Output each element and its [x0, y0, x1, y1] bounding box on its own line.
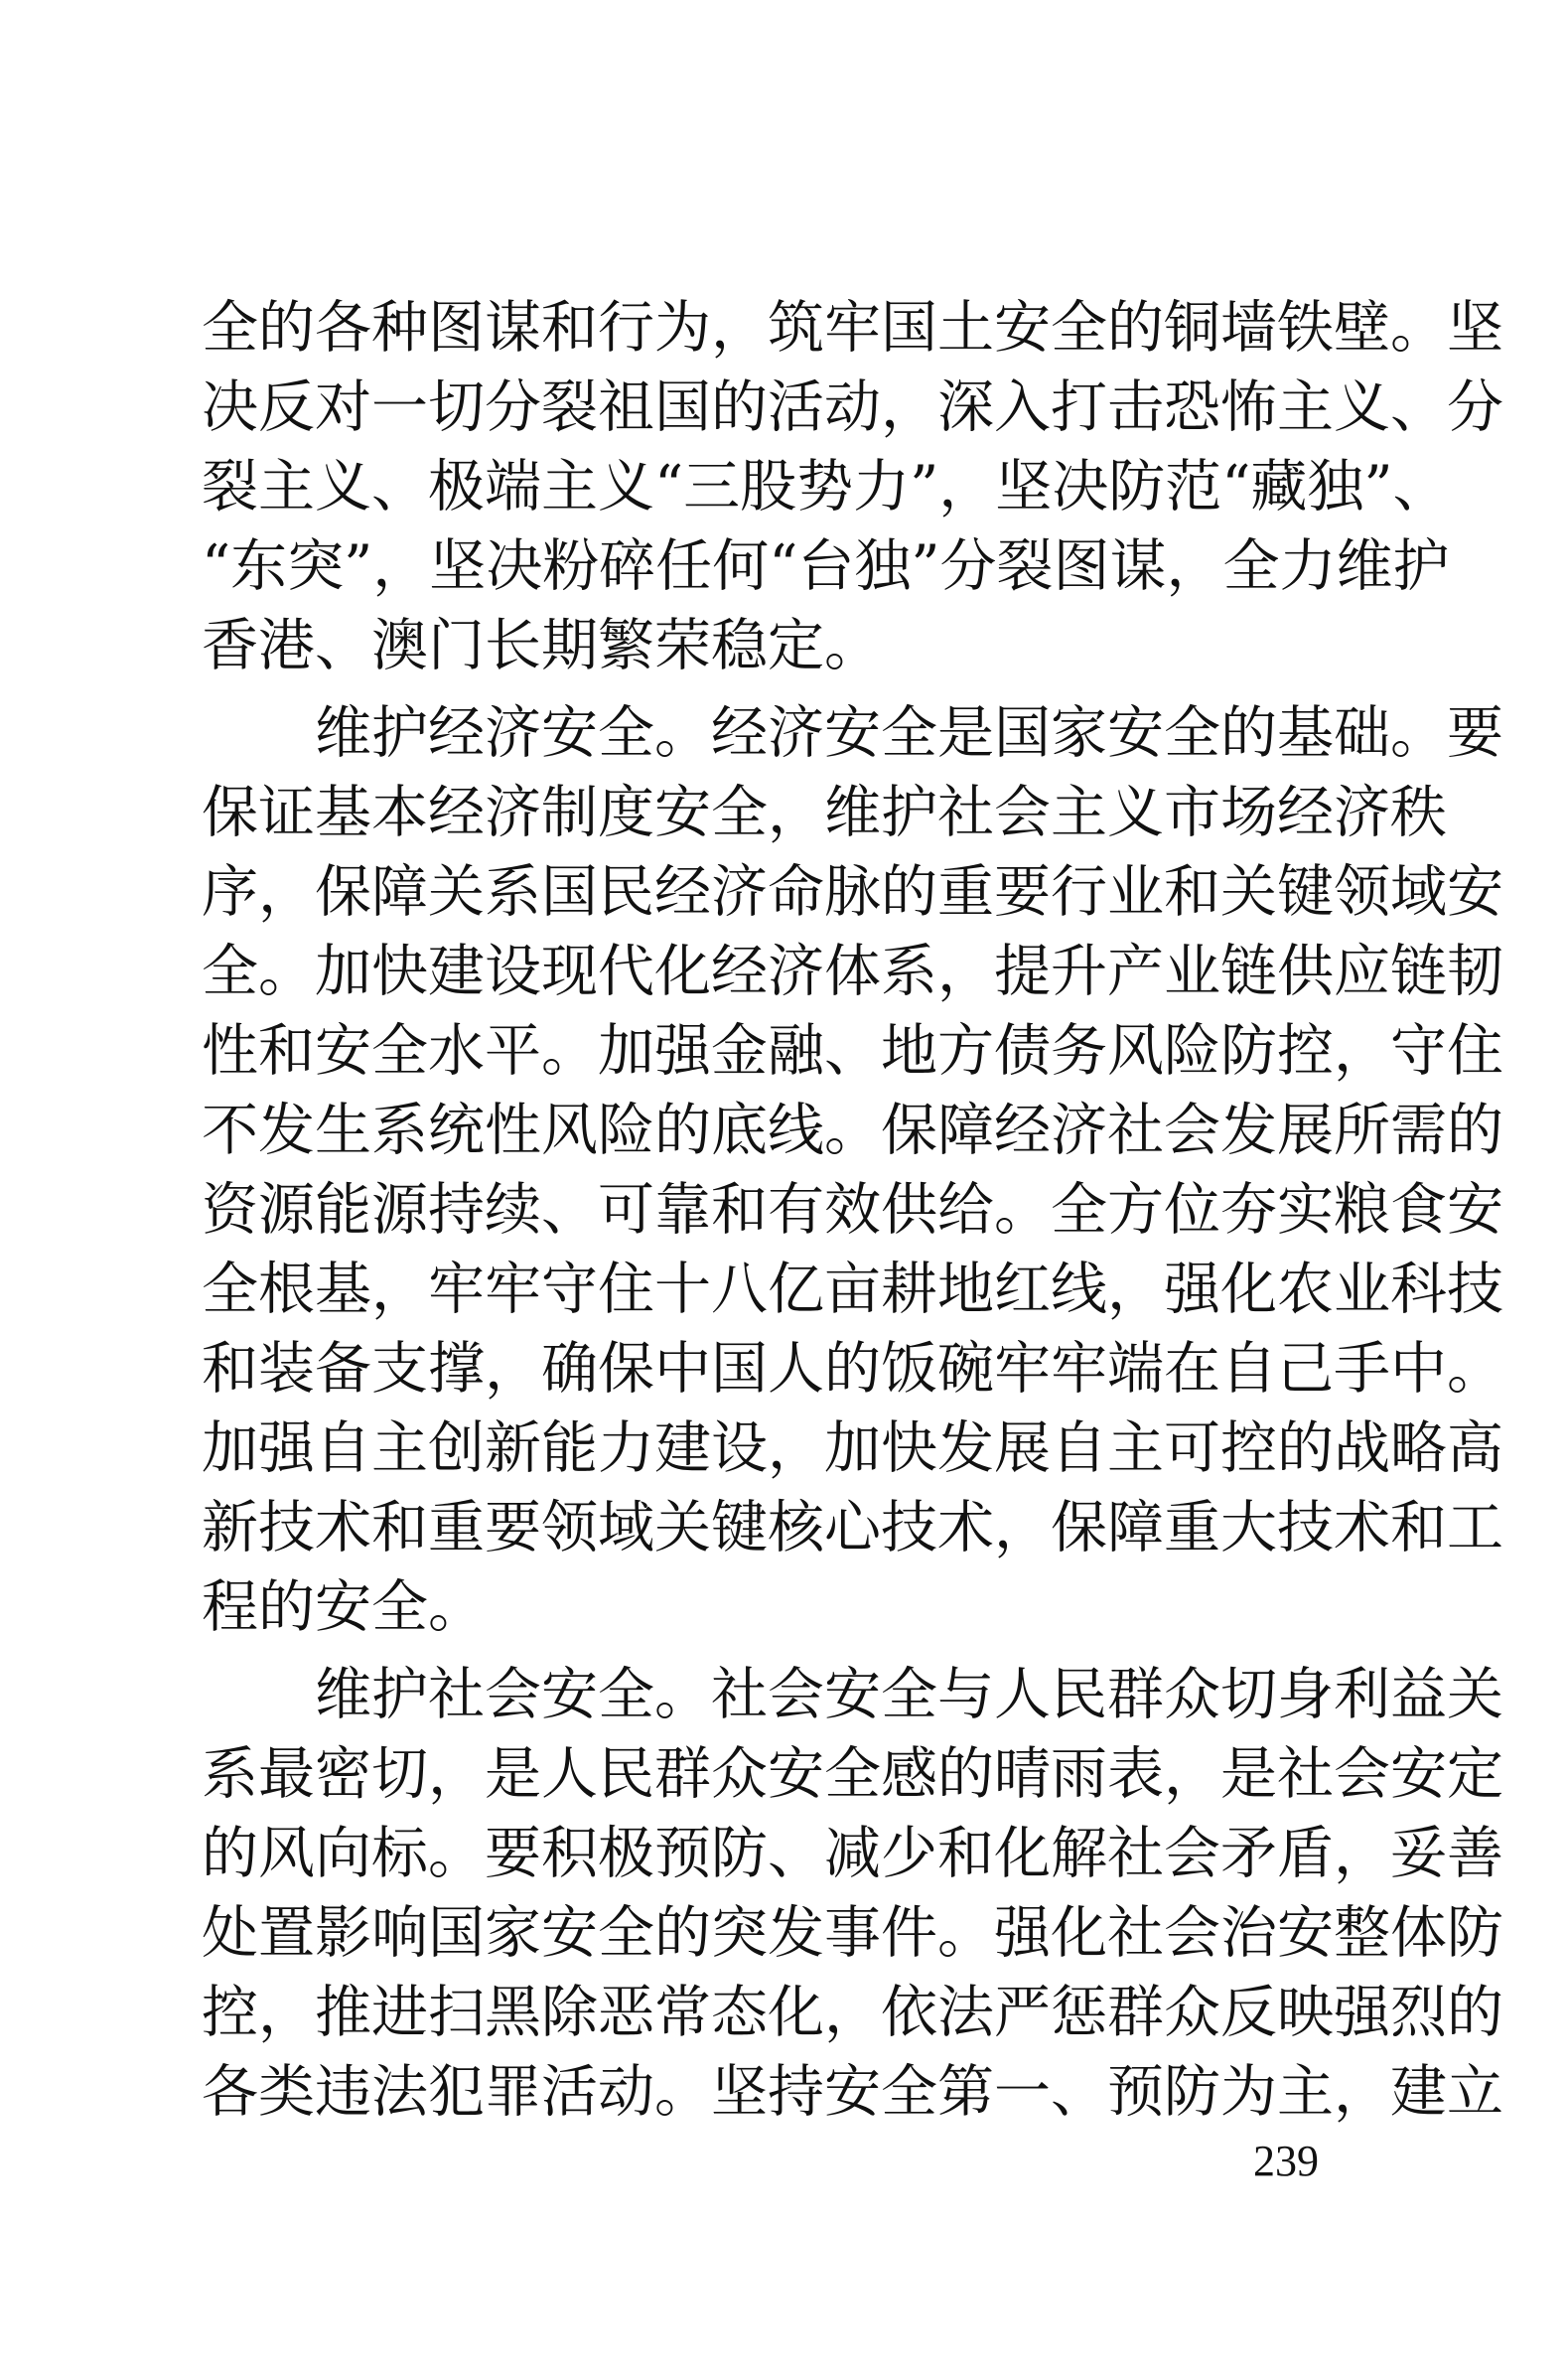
text-line: “东突”，坚决粉碎任何“台独”分裂图谋，全力维护 [202, 533, 1450, 599]
text-line: 维护社会安全。社会安全与人民群众切身利益关 [202, 1662, 1503, 1727]
text-line: 全的各种图谋和行为，筑牢国土安全的铜墙铁壁。坚 [202, 295, 1503, 361]
body-text [202, 288, 1503, 2132]
text-line: 保证基本经济制度安全，维护社会主义市场经济秩 [202, 780, 1447, 845]
paragraph-territorial-security [202, 288, 1503, 685]
text-line: 和装备支撑，确保中国人的饭碗牢牢端在自己手中。 [202, 1336, 1503, 1402]
text-line: 决反对一切分裂祖国的活动，深入打击恐怖主义、分 [202, 374, 1503, 440]
text-line: 全根基，牢牢守住十八亿亩耕地红线，强化农业科技 [202, 1257, 1503, 1322]
text-line: 序，保障关系国民经济命脉的重要行业和关键领域安 [202, 859, 1503, 925]
text-line: 全。加快建设现代化经济体系，提升产业链供应链韧 [202, 939, 1503, 1004]
text-line: 系最密切，是人民群众安全感的晴雨表，是社会安定 [202, 1741, 1503, 1807]
text-line: 新技术和重要领域关键核心技术，保障重大技术和工 [202, 1495, 1503, 1560]
text-line: 各类违法犯罪活动。坚持安全第一、预防为主，建立 [202, 2059, 1503, 2125]
text-line: 程的安全。 [202, 1574, 485, 1640]
paragraph-economic-security [202, 693, 1503, 1647]
text-line: 不发生系统性风险的底线。保障经济社会发展所需的 [202, 1098, 1503, 1163]
text-line: 维护经济安全。经济安全是国家安全的基础。要 [202, 700, 1503, 766]
text-line: 处置影响国家安全的突发事件。强化社会治安整体防 [202, 1900, 1503, 1966]
text-line: 香港、澳门长期繁荣稳定。 [202, 613, 881, 678]
paragraph-gap [202, 685, 1365, 693]
text-line: 裂主义、极端主义“三股势力”，坚决防范“藏独”、 [202, 454, 1450, 519]
text-line: 资源能源持续、可靠和有效供给。全方位夯实粮食安 [202, 1177, 1503, 1243]
paragraph-social-security [202, 1655, 1503, 2132]
text-line: 加强自主创新能力建设，加快发展自主可控的战略高 [202, 1415, 1503, 1481]
paragraph-gap [202, 1647, 1365, 1655]
text-line: 控，推进扫黑除恶常态化，依法严惩群众反映强烈的 [202, 1980, 1503, 2045]
page-number: 239 [1253, 2137, 1319, 2185]
text-line: 性和安全水平。加强金融、地方债务风险防控，守住 [202, 1018, 1503, 1084]
text-line: 的风向标。要积极预防、减少和化解社会矛盾，妥善 [202, 1821, 1503, 1886]
